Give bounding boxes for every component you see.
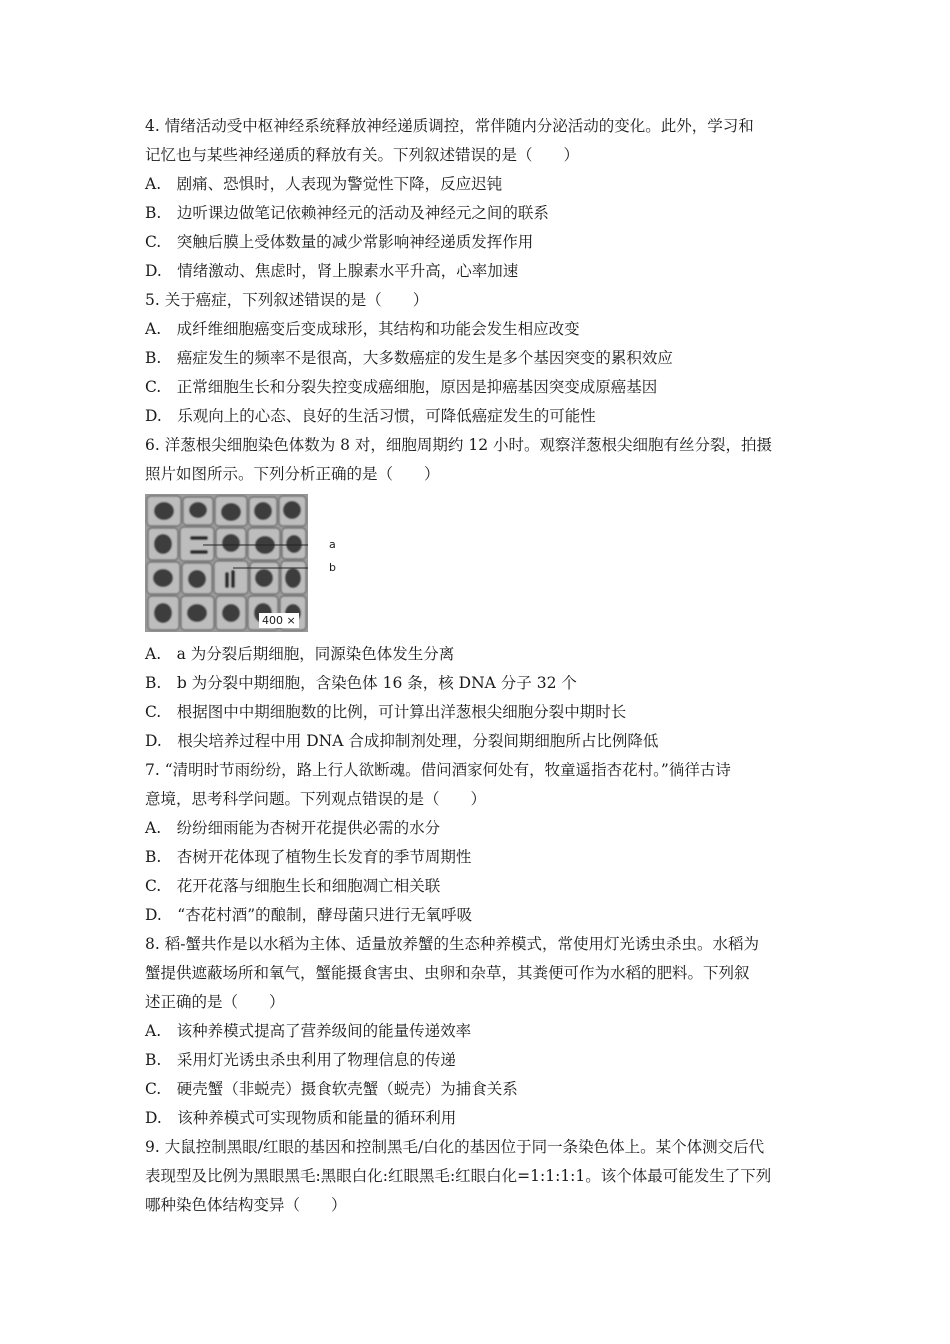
question-stem-line: 述正确的是（ ） (145, 993, 285, 1011)
option-b: B. 癌症发生的频率不是很高，大多数癌症的发生是多个基因突变的累积效应 (145, 349, 673, 367)
option-d: D. 乐观向上的心态、良好的生活习惯，可降低癌症发生的可能性 (145, 407, 596, 425)
question-stem-line: 4. 情绪活动受中枢神经系统释放神经递质调控，常伴随内分泌活动的变化。此外，学习和 (145, 117, 754, 135)
option-c: C. 正常细胞生长和分裂失控变成癌细胞，原因是抑癌基因突变成原癌基因 (145, 378, 658, 396)
option-a: A. 剧痛、恐惧时，人表现为警觉性下降，反应迟钝 (145, 175, 503, 193)
option-b: B. 采用灯光诱虫杀虫利用了物理信息的传递 (145, 1051, 456, 1069)
question-stem-line: 蟹提供遮蔽场所和氧气，蟹能摄食害虫、虫卵和杂草，其粪便可作为水稻的肥料。下列叙 (145, 964, 750, 982)
question-stem-line: 5. 关于癌症，下列叙述错误的是（ ） (145, 291, 429, 309)
label-a: a (329, 538, 336, 551)
question-stem-line: 表现型及比例为黑眼黑毛:黑眼白化:红眼黑毛:红眼白化=1:1:1:1。该个体最可能发生了下列 (145, 1167, 772, 1185)
micrograph-figure (145, 494, 336, 632)
question-8 (145, 930, 810, 1133)
question-stem-line: 照片如图所示。下列分析正确的是（ ） (145, 465, 440, 483)
option-b: B. b 为分裂中期细胞，含染色体 16 条，核 DNA 分子 32 个 (145, 674, 577, 692)
option-c: C. 硬壳蟹（非蜕壳）摄食软壳蟹（蜕壳）为捕食关系 (145, 1080, 518, 1098)
question-4 (145, 112, 810, 286)
question-6 (145, 431, 810, 756)
question-stem-line: 哪种染色体结构变异（ ） (145, 1196, 347, 1214)
exam-page (145, 112, 810, 1220)
question-9 (145, 1133, 810, 1220)
option-b: B. 杏树开花体现了植物生长发育的季节周期性 (145, 848, 472, 866)
onion-root-tip-micrograph (145, 494, 308, 632)
label-b: b (329, 561, 336, 574)
question-stem-line: 记忆也与某些神经递质的释放有关。下列叙述错误的是（ ） (145, 146, 580, 164)
option-a: A. 纷纷细雨能为杏树开花提供必需的水分 (145, 819, 441, 837)
option-d: D. 该种养模式可实现物质和能量的循环利用 (145, 1109, 457, 1127)
magnification-label: 400 × (259, 613, 299, 628)
option-c: C. 突触后膜上受体数量的减少常影响神经递质发挥作用 (145, 233, 534, 251)
question-7 (145, 756, 810, 930)
question-5 (145, 286, 810, 431)
option-a: A. a 为分裂后期细胞，同源染色体发生分离 (145, 645, 455, 663)
option-d: D. “杏花村酒”的酿制，酵母菌只进行无氧呼吸 (145, 906, 473, 924)
option-b: B. 边听课边做笔记依赖神经元的活动及神经元之间的联系 (145, 204, 549, 222)
question-stem-line: 7. “清明时节雨纷纷，路上行人欲断魂。借问酒家何处有，牧童遥指杏花村。”徜徉古诗 (145, 761, 731, 779)
option-a: A. 成纤维细胞癌变后变成球形，其结构和功能会发生相应改变 (145, 320, 580, 338)
option-d: D. 根尖培养过程中用 DNA 合成抑制剂处理，分裂间期细胞所占比例降低 (145, 732, 659, 750)
question-stem-line: 9. 大鼠控制黑眼/红眼的基因和控制黑毛/白化的基因位于同一条染色体上。某个体测交后代 (145, 1138, 765, 1156)
option-a: A. 该种养模式提高了营养级间的能量传递效率 (145, 1022, 472, 1040)
question-stem-line: 意境，思考科学问题。下列观点错误的是（ ） (145, 790, 487, 808)
question-stem-line: 8. 稻-蟹共作是以水稻为主体、适量放养蟹的生态种养模式，常使用灯光诱虫杀虫。水稻为 (145, 935, 759, 953)
option-c: C. 花开花落与细胞生长和细胞凋亡相关联 (145, 877, 441, 895)
option-c: C. 根据图中中期细胞数的比例，可计算出洋葱根尖细胞分裂中期时长 (145, 703, 627, 721)
option-d: D. 情绪激动、焦虑时，肾上腺素水平升高，心率加速 (145, 262, 519, 280)
question-stem-line: 6. 洋葱根尖细胞染色体数为 8 对，细胞周期约 12 小时。观察洋葱根尖细胞有丝分裂，拍摄 (145, 436, 773, 454)
